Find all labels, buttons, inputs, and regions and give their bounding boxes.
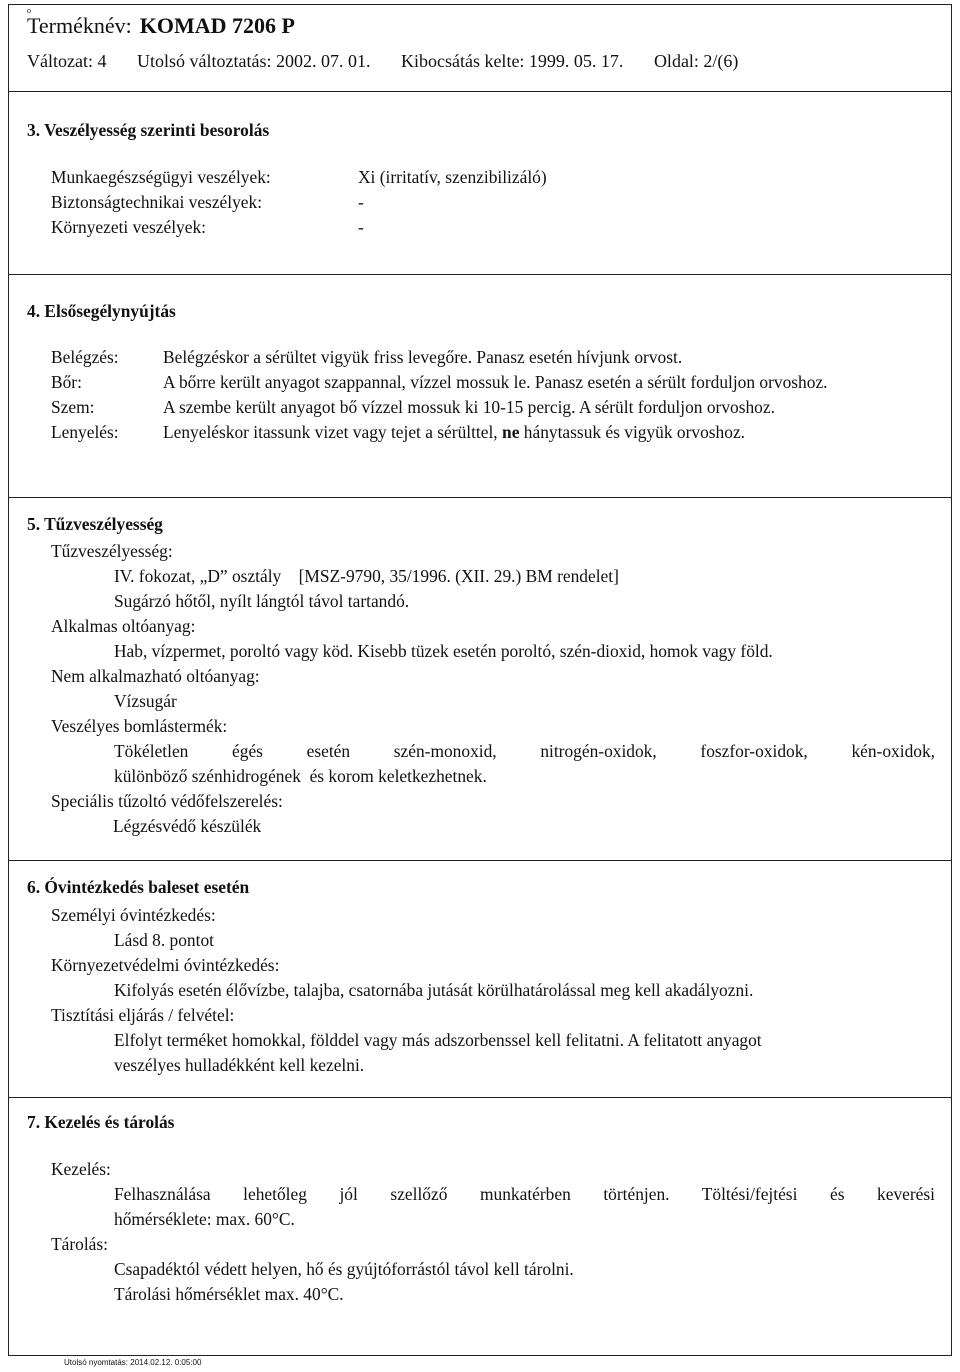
document-sheet [8, 4, 952, 1356]
cleanup-line-1: Elfolyt terméket homokkal, földdel vagy más adszorbenssel kell felitatni. A felitatott anyagot [114, 1030, 762, 1050]
document-header [9, 5, 951, 92]
personal-precautions-label: Személyi óvintézkedés: [51, 905, 216, 925]
handling-line-2: hőmérséklete: max. 60°C. [114, 1209, 295, 1229]
first-aid-value [163, 420, 935, 445]
hazard-value: - [358, 217, 364, 237]
first-aid-value: Belégzéskor a sérültet vigyük friss levegőre. Panasz esetén hívjunk orvost. [163, 347, 683, 367]
header-meta [27, 49, 951, 73]
suitable-agent-label: Alkalmas oltóanyag: [51, 616, 196, 636]
hazard-label: Biztonságtechnikai veszélyek: [51, 192, 263, 212]
fire-label: Tűzveszélyesség: [51, 541, 173, 561]
ingestion-text-a: Lenyeléskor itassunk vizet vagy tejet a sérülttel, [163, 422, 498, 442]
section-6-title: 6. Óvintézkedés baleset esetén [27, 877, 250, 897]
first-aid-label: Lenyelés: [51, 422, 119, 442]
section-accidental-release [9, 861, 951, 1098]
cleanup-label: Tisztítási eljárás / felvétel: [51, 1005, 235, 1025]
ppe-value: Légzésvédő készülék [113, 816, 262, 836]
hazard-label: Munkaegészségügyi veszélyek: [51, 167, 271, 187]
corner-mark: o [27, 6, 31, 15]
handling-label: Kezelés: [51, 1159, 111, 1179]
handling-line-1: Felhasználása lehetőleg jól szellőző munkatérben történjen. Töltési/fejtési és keverési [114, 1184, 935, 1204]
fire-class: IV. fokozat, „D” osztály [MSZ-9790, 35/1996. (XII. 29.) BM rendelet] [114, 566, 619, 586]
storage-label: Tárolás: [51, 1234, 108, 1254]
section-4-title: 4. Elsősegélynyújtás [27, 301, 176, 321]
environmental-precautions-label: Környezetvédelmi óvintézkedés: [51, 955, 280, 975]
handling-storage-body [51, 1157, 935, 1307]
ppe-label: Speciális tűzoltó védőfelszerelés: [51, 791, 283, 811]
page-number: Oldal: 2/(6) [653, 51, 739, 71]
print-footer: Utolsó nyomtatás: 2014.02.12. 0:05:00 [64, 1358, 202, 1367]
hazard-label: Környezeti veszélyek: [51, 217, 206, 237]
suitable-agent-value: Hab, vízpermet, poroltó vagy köd. Kisebb tüzek esetén poroltó, szén-dioxid, homok vagy föld. [114, 641, 773, 661]
fire-note: Sugárzó hőtől, nyílt lángtól távol tartandó. [114, 591, 410, 611]
accidental-release-body [51, 903, 935, 1078]
personal-precautions-value: Lásd 8. pontot [114, 930, 214, 950]
version: Változat: 4 [27, 51, 107, 71]
storage-line-1: Csapadéktól védett helyen, hő és gyújtóforrástól távol kell tárolni. [114, 1259, 574, 1279]
decomposition-label: Veszélyes bomlástermék: [51, 716, 228, 736]
first-aid-label: Belégzés: [51, 347, 119, 367]
issue-date: Kibocsátás kelte: 1999. 05. 17. [400, 51, 624, 71]
hazard-value: - [358, 192, 364, 212]
first-aid-table [51, 345, 935, 445]
section-7-title: 7. Kezelés és tárolás [27, 1112, 175, 1132]
section-3-title: 3. Veszélyesség szerinti besorolás [27, 120, 270, 140]
decomposition-line-2: különböző szénhidrogének és korom keletkezhetnek. [114, 766, 487, 786]
storage-line-2: Tárolási hőmérséklet max. 40°C. [114, 1284, 344, 1304]
cleanup-line-2: veszélyes hulladékként kell kezelni. [114, 1055, 365, 1075]
product-name: KOMAD 7206 P [139, 13, 295, 38]
first-aid-label: Szem: [51, 397, 95, 417]
fire-hazard-body [51, 539, 935, 839]
first-aid-value: A bőrre került anyagot szappannal, vízzel mossuk le. Panasz esetén a sérült forduljon orvoshoz. [163, 372, 828, 392]
environmental-precautions-value: Kifolyás esetén élővízbe, talajba, csatornába jutását körülhatárolással meg kell akadályozni. [114, 980, 754, 1000]
decomposition-line-1: Tökéletlen égés esetén szén-monoxid, nitrogén-oxidok, foszfor-oxidok, kén-oxidok, [114, 741, 935, 761]
ingestion-emphasis: ne [502, 422, 520, 442]
section-handling-storage [9, 1098, 951, 1327]
section-first-aid [9, 275, 951, 498]
product-title-label: Terméknév: [27, 13, 132, 38]
section-fire-hazard [9, 498, 951, 861]
product-title [27, 11, 951, 41]
section-hazard-classification [9, 92, 951, 275]
hazard-table [51, 165, 935, 240]
last-modified: Utolsó változtatás: 2002. 07. 01. [136, 51, 371, 71]
hazard-value: Xi (irritatív, szenzibilizáló) [358, 167, 547, 187]
section-5-title: 5. Tűzveszélyesség [27, 514, 163, 534]
unsuitable-agent-value: Vízsugár [114, 691, 177, 711]
first-aid-value: A szembe került anyagot bő vízzel mossuk ki 10-15 percig. A sérült forduljon orvoshoz. [163, 397, 775, 417]
unsuitable-agent-label: Nem alkalmazható oltóanyag: [51, 666, 260, 686]
ingestion-text-b: hánytassuk és vigyük orvoshoz. [523, 422, 746, 442]
first-aid-label: Bőr: [51, 372, 82, 392]
